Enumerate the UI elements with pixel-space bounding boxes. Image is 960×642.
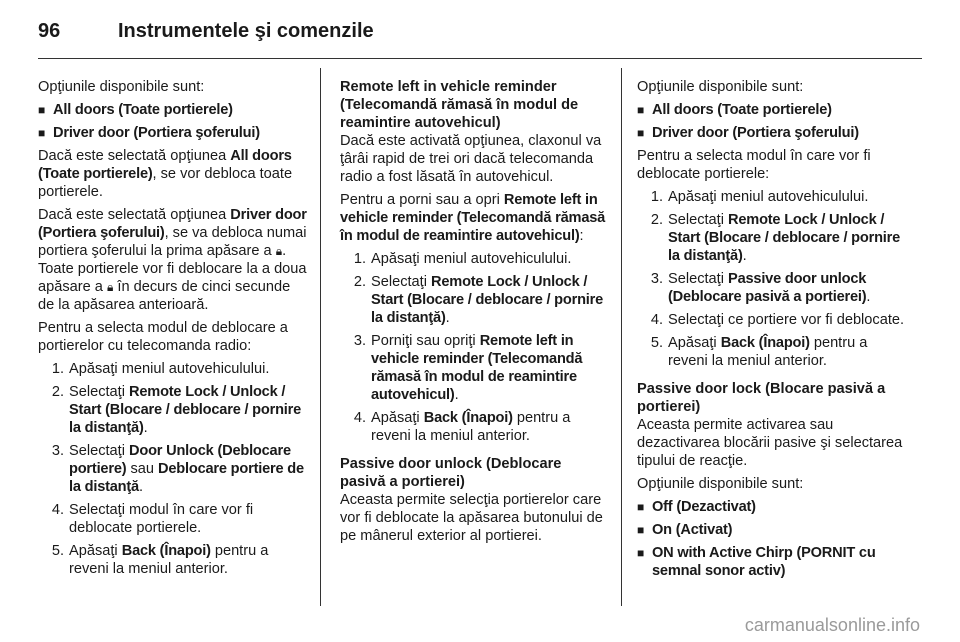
section-heading: Passive door unlock (Deblocare pasivă a portierei) [340,456,562,490]
paragraph: Pentru a selecta modul de deblocare a portierelor cu telecomanda radio: [38,320,288,354]
page-number: 96 [38,20,61,42]
paragraph: Dacă este selectată opţiunea Driver door (Portiera şoferului), se va debloca numai portiera şoferului la prima apăsare a 🔒︎. Toate portierele vor fi deblocare la a doua apăsare a 🔒︎ în decurs de cinci secunde de la apăsarea anterioară. [38,207,307,313]
list-item: ■ ON with Active Chirp (PORNIT cu semnal sonor activ) [637,545,876,579]
list-item: 1. Apăsaţi meniul autovehiculului. [650,189,869,205]
paragraph: Aceasta permite selecţia portierelor care vor fi deblocate la apăsarea butonului de pe mânerul exterior al portierei. [340,492,603,544]
paragraph: Pentru a porni sau a opri Remote left in vehicle reminder (Telecomandă rămasă în modul de reamintire autovehicul): [340,192,606,244]
list-item: 3. Porniţi sau opriţi Remote left in vehicle reminder (Telecomandă rămasă în modul de reamintire autovehicul). [353,333,583,403]
section-heading: Remote left in vehicle reminder (Telecomandă rămasă în modul de reamintire autovehicul) [340,79,579,131]
list-item: ■ Driver door (Portiera şoferului) [637,125,859,141]
list-item: 5. Apăsaţi Back (Înapoi) pentru a reveni la meniul anterior. [51,543,269,577]
list-item: 1. Apăsaţi meniul autovehiculului. [51,361,270,377]
list-item: 4. Selectaţi modul în care vor fi deblocate portierele. [51,502,254,536]
column-2 [340,78,610,550]
list-item: 4. Selectaţi ce portiere vor fi deblocate. [650,312,905,328]
header-rule [38,58,922,59]
watermark: carmanualsonline.info [744,615,920,635]
list-item: 3. Selectaţi Passive door unlock (Deblocare pasivă a portierei). [650,271,871,305]
list-item: ■ All doors (Toate portierele) [38,102,233,118]
column-1 [38,78,310,584]
list-item: 2. Selectaţi Remote Lock / Unlock / Start (Blocare / deblocare / pornire la distanţă). [353,274,604,326]
list-item: ■ Off (Dezactivat) [637,499,756,515]
paragraph: Pentru a selecta modul în care vor fi deblocate portierele: [637,148,871,182]
square-bullet-icon: ■ [637,126,645,140]
column-divider [621,68,622,606]
intro-text: Opţiunile disponibile sunt: [637,79,804,95]
paragraph: Dacă este activată opţiunea, claxonul va ţârâi rapid de trei ori dacă telecomanda radio a fost lăsată în autovehicul. [340,133,602,185]
column-3 [637,78,909,585]
steps-list [340,250,610,445]
page-title: Instrumentele şi comenzile [118,20,374,42]
square-bullet-icon: ■ [637,103,645,117]
square-bullet-icon: ■ [637,500,645,514]
list-item: ■ On (Activat) [637,522,733,538]
intro-text: Opţiunile disponibile sunt: [38,79,205,95]
lock-icon: 🔒︎ [275,244,283,258]
square-bullet-icon: ■ [637,546,645,560]
square-bullet-icon: ■ [38,103,46,117]
list-item: 2. Selectaţi Remote Lock / Unlock / Start (Blocare / deblocare / pornire la distanţă). [650,212,901,264]
list-item: 5. Apăsaţi Back (Înapoi) pentru a reveni la meniul anterior. [650,335,868,369]
square-bullet-icon: ■ [38,126,46,140]
paragraph: Aceasta permite activarea sau dezactivarea blocării pasive şi selectarea tipului de reacţie. [637,417,903,469]
paragraph: Dacă este selectată opţiunea All doors (Toate portierele), se vor debloca toate portierele. [38,148,293,200]
page-header [38,20,374,46]
list-item: ■ Driver door (Portiera şoferului) [38,125,260,141]
steps-list [637,188,909,370]
square-bullet-icon: ■ [637,523,645,537]
list-item: 3. Selectaţi Door Unlock (Deblocare portiere) sau Deblocare portiere de la distanţă. [51,443,304,495]
list-item: 4. Apăsaţi Back (Înapoi) pentru a reveni la meniul anterior. [353,410,571,444]
section-heading: Passive door lock (Blocare pasivă a portierei) [637,381,886,415]
intro-text: Opţiunile disponibile sunt: [637,476,804,492]
list-item: 2. Selectaţi Remote Lock / Unlock / Start (Blocare / deblocare / pornire la distanţă). [51,384,302,436]
list-item: 1. Apăsaţi meniul autovehiculului. [353,251,572,267]
steps-list [38,360,310,578]
lock-icon: 🔒︎ [106,280,114,294]
column-divider [320,68,321,606]
list-item: ■ All doors (Toate portierele) [637,102,832,118]
